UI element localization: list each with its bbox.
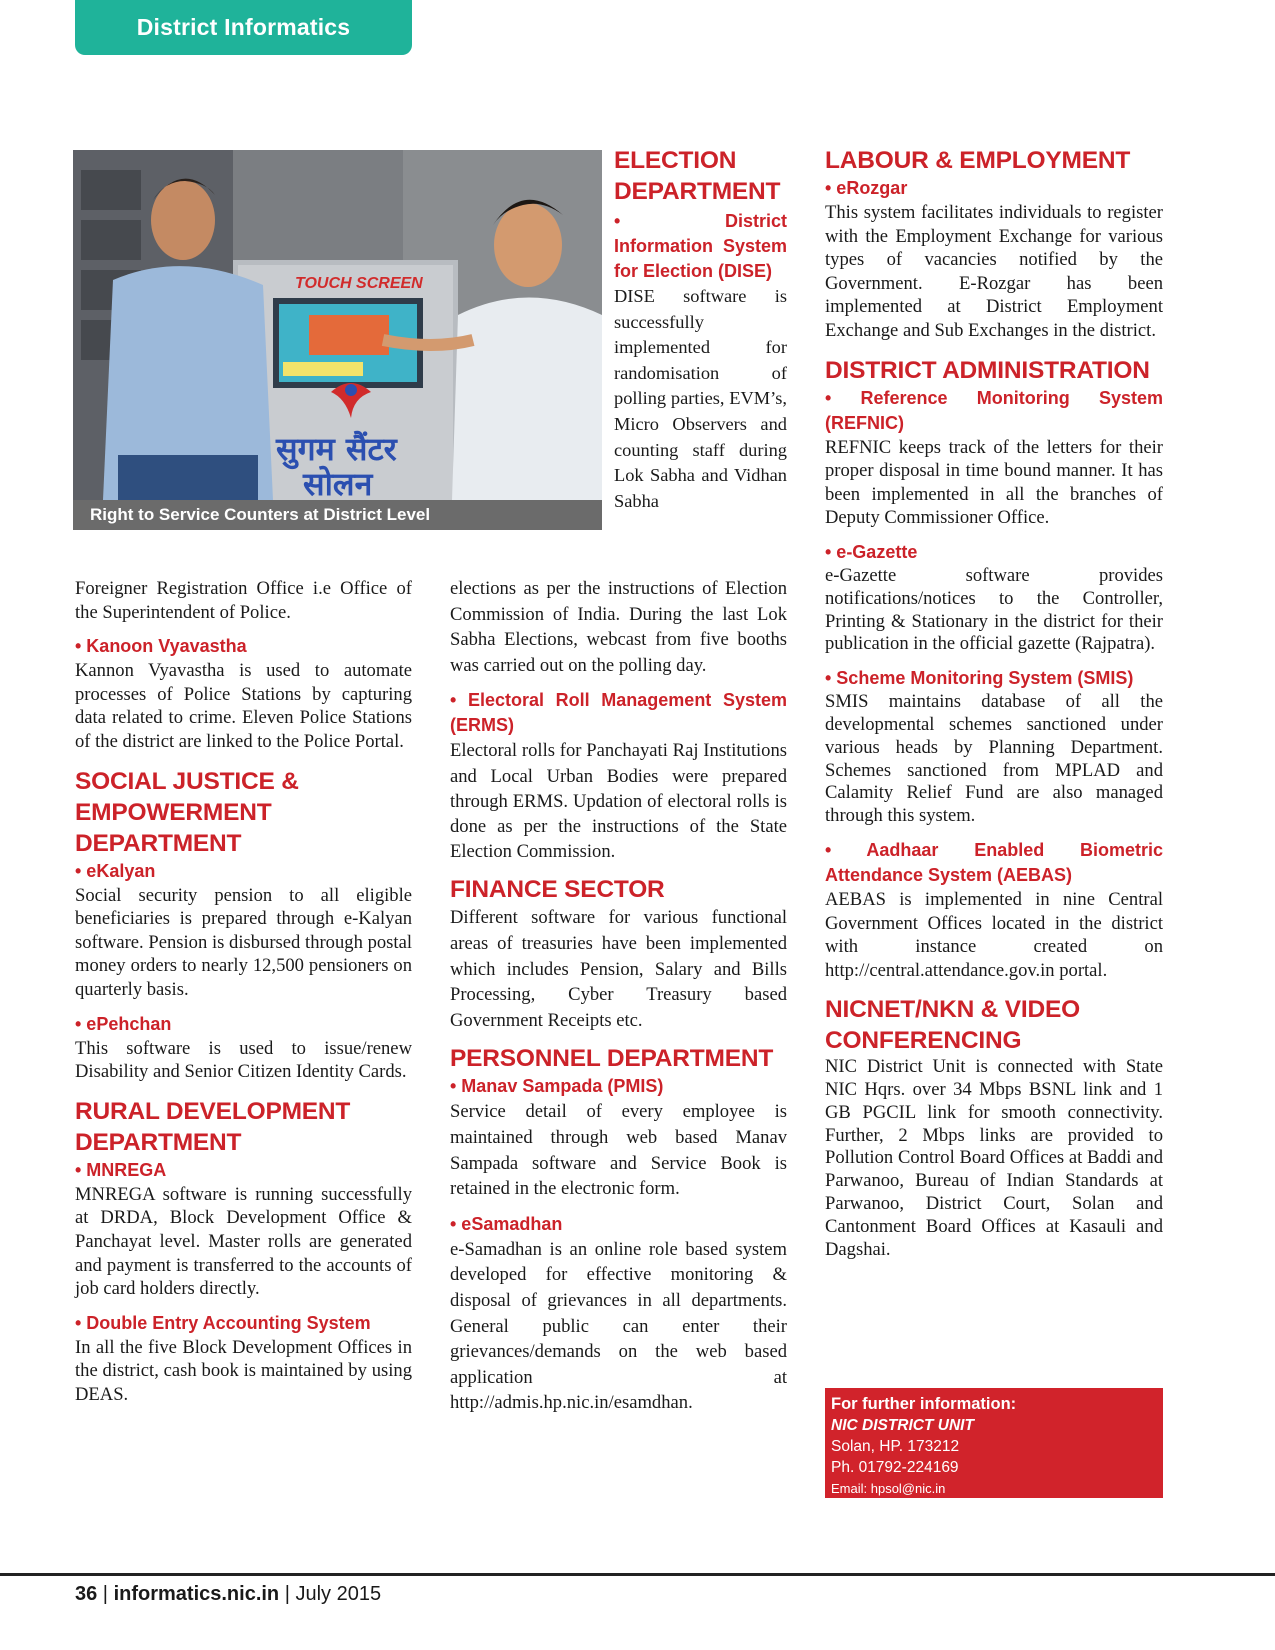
kiosk-photo (73, 150, 602, 530)
esamadhan-text: e-Samadhan is an online role based system developed for effective monitoring & disposal of grievances in all departments. General public can enter their grievances/demands on the web based application at http://admis.hp.nic.in/esamdhan. (450, 1238, 787, 1414)
esamadhan-title: • eSamadhan (450, 1213, 563, 1234)
footer-rule (0, 1573, 1275, 1576)
mnrega-title: • MNREGA (75, 1159, 167, 1180)
column-2-upper (614, 145, 787, 514)
election-heading: ELECTION DEPARTMENT (614, 147, 781, 205)
column-1 (75, 577, 412, 1406)
photo-caption: Right to Service Counters at District Level (73, 500, 602, 530)
ekalyan-text: Social security pension to all eligible beneficiaries is prepared through e-Kalyan software. Pension is disbursed through postal money orders to nearly 12,500 pensioners on quarterly basis. (75, 884, 412, 1000)
kanoon-text: Kannon Vyavastha is used to automate processes of Police Stations by capturing data related to crime. Eleven Police Stations of the district are linked to the Police Portal. (75, 660, 412, 752)
kanoon-title: • Kanoon Vyavastha (75, 636, 247, 657)
footer-separator-1: | (97, 1583, 114, 1605)
nicnet-heading: NICNET/NKN & VIDEO CONFERENCING (825, 996, 1081, 1055)
photo-illustration (73, 150, 602, 500)
kiosk-hindi-line2: सोलन (303, 465, 373, 500)
refnic-text: REFNIC keeps track of the letters for their proper disposal in time bound manner. It has been implemented in all the branches of Deputy Commissioner Office. (825, 436, 1163, 529)
dise-text-b: elections as per the instructions of Election Commission of India. During the last Lok Sabha Elections, webcast from five booths was carried out on the polling day. (450, 578, 787, 676)
labour-heading: LABOUR & EMPLOYMENT (825, 147, 1131, 174)
column-2 (450, 576, 787, 1416)
kiosk-hindi-line1: सुगम सैंटर (276, 430, 397, 468)
finance-heading: FINANCE SECTOR (450, 876, 665, 904)
footer-separator-2: | (279, 1583, 296, 1605)
ekalyan-title: • eKalyan (75, 860, 156, 881)
district-admin-heading: DISTRICT ADMINISTRATION (825, 356, 1150, 384)
egazette-text: e-Gazette software provides notifications/notices to the Controller, Printing & Stationary in the district for their publication in the official gazette (Rajpatra). (825, 564, 1163, 655)
footer-site: informatics.nic.in (113, 1583, 280, 1605)
deas-text: In all the five Block Development Offices in the district, cash book is maintained by using DEAS. (75, 1336, 412, 1405)
page-footer (75, 1580, 381, 1608)
pmis-title: • Manav Sampada (PMIS) (450, 1076, 664, 1097)
info-phone: Ph. 01792-224169 (831, 1459, 959, 1476)
epehchan-text: This software is used to issue/renew Disability and Senior Citizen Identity Cards. (75, 1037, 412, 1083)
erozgar-text: This system facilitates individuals to register with the Employment Exchange for various types of vacancies notified by the Government. E-Rozgar has been implemented at District Employment Exchange and Sub Exchanges in the district. (825, 202, 1163, 341)
finance-text: Different software for various functional areas of treasuries have been implemented which includes Pension, Salary and Bills Processing, Cyber Treasury based Government Receipts etc. (450, 907, 787, 1031)
pmis-text: Service detail of every employee is maintained through web based Manav Sampada software and Service Book is retained in the electronic form. (450, 1101, 787, 1200)
social-justice-heading: SOCIAL JUSTICE & EMPOWERMENT DEPARTMENT (75, 767, 299, 857)
mnrega-text: MNREGA software is running successfully at DRDA, Block Development Office & Panchayat level. Master rolls are generated and payment is transferred to the accounts of job card holders directly. (75, 1183, 412, 1300)
erms-title: • Electoral Roll Management System (ERMS) (450, 690, 787, 736)
smis-text: SMIS maintains database of all the developmental schemes sanctioned under various heads by Planning Department. Schemes sanctioned from MPLAD and Calamity Relief Fund are also managed through this system. (825, 691, 1163, 827)
refnic-title: • Reference Monitoring System (REFNIC) (825, 387, 1163, 433)
nicnet-text: NIC District Unit is connected with State NIC Hqrs. over 34 Mbps BSNL link and 1 GB PGCIL link for smooth connectivity. Further, 2 Mbps links are provided to Pollution Control Board Offices at Baddi and Parwanoo, Bureau of Indian Standards at Parwanoo, District Court, Solan and Cantonment Board Offices at Kasauli and Dagshai. (825, 1056, 1163, 1260)
erms-text: Electoral rolls for Panchayati Raj Institutions and Local Urban Bodies were prepared through ERMS. Updation of electoral rolls is done as per the instructions of the State Election Commission. (450, 740, 787, 863)
personnel-heading: PERSONNEL DEPARTMENT (450, 1045, 774, 1073)
footer-date: July 2015 (295, 1583, 382, 1605)
kiosk-label: TOUCH SCREEN (295, 275, 423, 292)
info-title: For further information: (831, 1395, 1017, 1413)
egazette-title: • e-Gazette (825, 541, 918, 562)
page-number: 36 (75, 1583, 98, 1605)
info-address: Solan, HP. 173212 (831, 1438, 960, 1455)
rural-development-heading: RURAL DEVELOPMENT DEPARTMENT (75, 1097, 351, 1156)
erozgar-title: • eRozgar (825, 178, 908, 198)
deas-title: • Double Entry Accounting System (75, 1312, 371, 1333)
epehchan-title: • ePehchan (75, 1013, 172, 1034)
aebas-title: • Aadhaar Enabled Biometric Attendance System (AEBAS) (825, 839, 1163, 885)
dise-title: • District Information System for Election (DISE) (614, 211, 787, 281)
section-tab (75, 0, 412, 55)
section-title: District Informatics (136, 14, 351, 40)
aebas-text: AEBAS is implemented in nine Central Government Offices located in the district with instance created on http://central.attendance.gov.in portal. (825, 888, 1163, 981)
info-unit: NIC DISTRICT UNIT (831, 1417, 974, 1434)
info-email: Email: hpsol@nic.in (831, 1481, 946, 1496)
dise-text-a: DISE software is successfully implemented for randomisation of polling parties, EVM’s, Micro Observers and counting staff during Lok Sabha and Vidhan Sabha (614, 286, 787, 511)
column-3 (825, 145, 1163, 1261)
intro-paragraph: Foreigner Registration Office i.e Office of the Superintendent of Police. (75, 578, 412, 623)
contact-info-box (825, 1388, 1163, 1498)
smis-title: • Scheme Monitoring System (SMIS) (825, 668, 1134, 689)
